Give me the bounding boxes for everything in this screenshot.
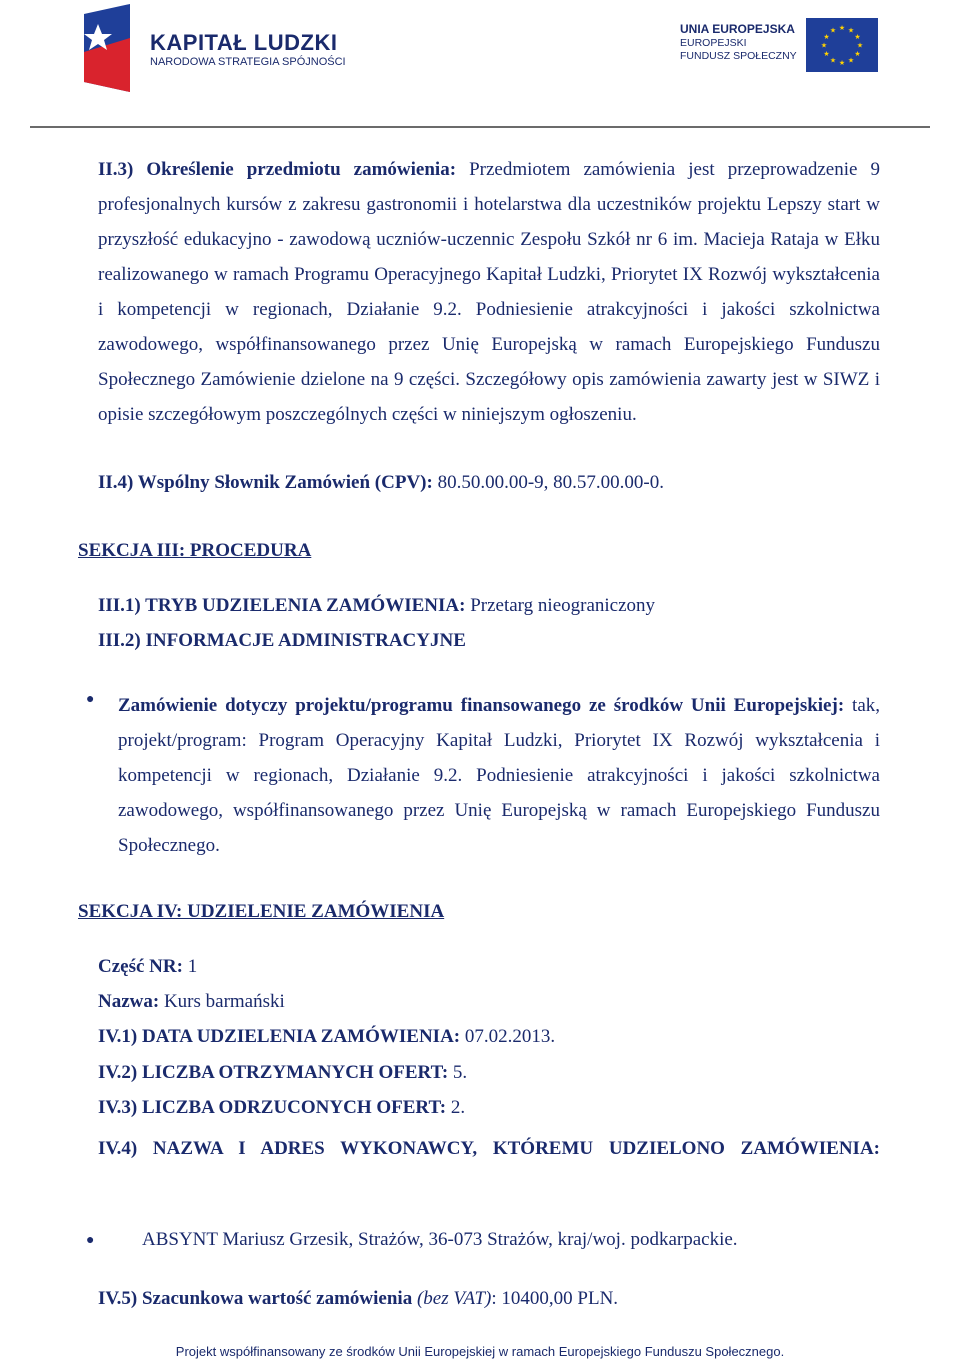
svg-text:★: ★	[823, 50, 830, 58]
svg-text:★: ★	[829, 26, 837, 35]
part-label: Część NR:	[98, 956, 183, 977]
svg-text:★: ★	[854, 33, 861, 41]
footer-divider	[30, 1338, 930, 1339]
page-header	[0, 0, 960, 130]
tryb-label: III.1) TRYB UDZIELENIA ZAMÓWIENIA:	[98, 595, 466, 616]
header-divider	[30, 126, 930, 128]
date-line	[98, 1026, 555, 1048]
svg-text:★: ★	[823, 33, 830, 41]
subject-label: II.3) Określenie przedmiotu zamówienia:	[98, 159, 457, 180]
offers-line	[98, 1062, 467, 1084]
info-admin-heading: III.2) INFORMACJE ADMINISTRACYJNE	[98, 630, 466, 651]
eu-funding-paragraph	[118, 688, 880, 863]
svg-text:★: ★	[854, 50, 861, 58]
contractor-value: ABSYNT Mariusz Grzesik, Strażów, 36-073 Strażów, kraj/woj. podkarpackie.	[142, 1229, 738, 1250]
tryb-value: Przetarg nieograniczony	[470, 595, 656, 616]
section-3-heading: SEKCJA III: PROCEDURA	[78, 540, 312, 561]
page-footer: Projekt współfinansowany ze środków Unii Europejskiej w ramach Europejskiego Funduszu Społecznego.	[175, 1344, 785, 1359]
estimated-value-colon: :	[491, 1288, 497, 1309]
cpv-line	[98, 472, 664, 494]
name-value: Kurs barmański	[163, 991, 285, 1012]
svg-text:★: ★	[847, 26, 855, 35]
kapital-ludzki-subtitle: NARODOWA STRATEGIA SPÓJNOŚCI	[150, 56, 346, 68]
contractor-heading: IV.4) NAZWA I ADRES WYKONAWCY, KTÓREMU UDZIELONO ZAMÓWIENIA:	[98, 1138, 880, 1159]
bullet-icon: ●	[86, 692, 95, 707]
eu-line-3: FUNDUSZ SPOŁECZNY	[680, 50, 797, 62]
estimated-value-amount: 10400,00 PLN.	[501, 1288, 619, 1309]
estimated-value-label: IV.5) Szacunkowa wartość zamówienia	[98, 1288, 413, 1309]
subject-text: Przedmiotem zamówienia jest przeprowadzenie 9 profesjonalnych kursów z zakresu gastronomii i hotelarstwa dla uczestników projektu Lepszy start w przyszłość edukacyjno - zawodową uczniów-uczennic Zespołu Szkół nr 6 im. Macieja Rataja w Ełku realizowanego w ramach Programu Operacyjnego Kapitał Ludzki, Priorytet IX Rozwój wykształcenia i kompetencji w regionach, Działanie 9.2. Podniesienie atrakcyjności i jakości szkolnictwa zawodowego, współfinansowanego przez Unię Europejską w ramach Europejskiego Funduszu Społecznego Zamówienie dzielone na 9 części. Szczegółowy opis zamówienia zawarty jest w SIWZ i opisie szczegółowym poszczególnych części w niniejszym ogłoszeniu.	[98, 159, 880, 425]
eu-flag-icon	[806, 18, 878, 72]
offers-label: IV.2) LICZBA OTRZYMANYCH OFERT:	[98, 1062, 449, 1083]
cpv-value: 80.50.00.00-9, 80.57.00.00-0.	[437, 472, 664, 493]
subject-paragraph	[98, 152, 880, 432]
kapital-ludzki-title: KAPITAŁ LUDZKI	[150, 30, 338, 55]
svg-text:★: ★	[838, 59, 846, 67]
rejected-line	[98, 1097, 465, 1119]
estimated-value-line	[98, 1288, 618, 1310]
svg-text:★: ★	[856, 41, 864, 50]
rejected-value: 2.	[450, 1097, 466, 1118]
eu-line-2: EUROPEJSKI	[680, 37, 747, 49]
offers-value: 5.	[452, 1062, 468, 1083]
part-line	[98, 956, 197, 978]
svg-text:★: ★	[838, 24, 846, 32]
eu-funding-value: tak, projekt/program: Program Operacyjny Kapitał Ludzki, Priorytet IX Rozwój wykształcenia i kompetencji w regionach, Działanie 9.2. Podniesienie atrakcyjności i jakości szkolnictwa zawodowego, współfinansowanego przez Unię Europejską w ramach Europejskiego Funduszu Społecznego.	[118, 695, 881, 856]
svg-text:★: ★	[847, 56, 855, 65]
name-label: Nazwa:	[98, 991, 160, 1012]
svg-text:★: ★	[820, 41, 828, 50]
cpv-label: II.4) Wspólny Słownik Zamówień (CPV):	[98, 472, 433, 493]
bullet-icon: ●	[86, 1233, 95, 1248]
date-label: IV.1) DATA UDZIELENIA ZAMÓWIENIA:	[98, 1026, 461, 1047]
rejected-label: IV.3) LICZBA ODRZUCONYCH OFERT:	[98, 1097, 447, 1118]
part-value: 1	[187, 956, 198, 977]
section-4-heading: SEKCJA IV: UDZIELENIE ZAMÓWIENIA	[78, 901, 445, 922]
tryb-line	[98, 595, 655, 617]
eu-logo	[680, 18, 880, 78]
eu-funding-label: Zamówienie dotyczy projektu/programu finansowanego ze środków Unii Europejskiej:	[118, 695, 845, 716]
eu-line-1: UNIA EUROPEJSKA	[680, 22, 795, 36]
estimated-value-note: (bez VAT)	[416, 1288, 492, 1309]
date-value: 07.02.2013.	[464, 1026, 556, 1047]
name-line	[98, 991, 285, 1013]
svg-text:★: ★	[829, 56, 837, 65]
